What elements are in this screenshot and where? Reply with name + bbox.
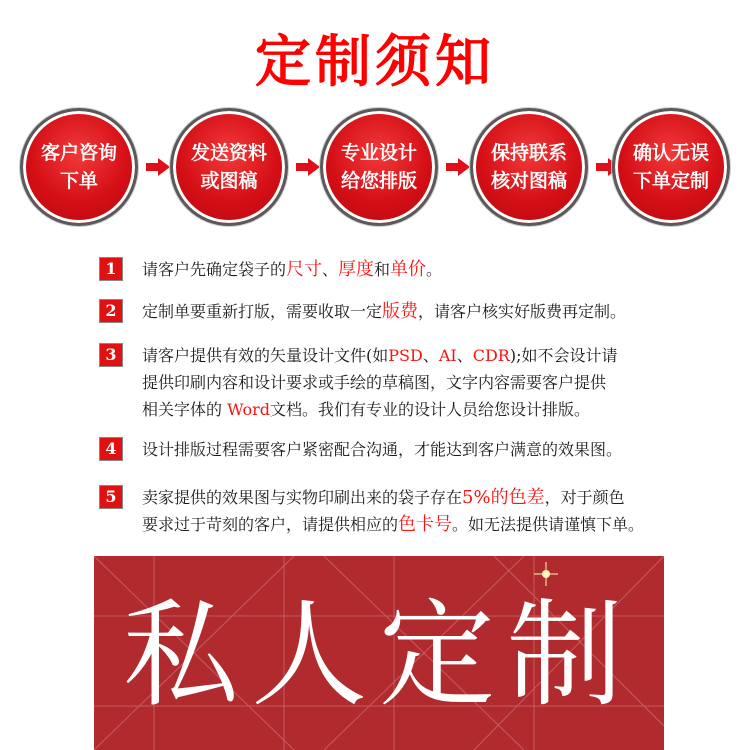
step-circle-2: [170, 108, 288, 226]
highlight-text: PSD: [388, 346, 423, 365]
sparkle-icon: [534, 562, 558, 586]
text-segment: 请客户先确定袋子的: [142, 260, 287, 279]
step-label-2: 发送资料 或图稿: [190, 142, 267, 192]
text-segment: 文档。我们有专业的设计人员给您设计排版。: [269, 400, 590, 419]
custom-banner: [94, 556, 664, 750]
text-segment: 相关字体的: [142, 400, 228, 419]
highlight-text: Word: [227, 400, 270, 419]
note-text: [142, 298, 702, 325]
banner-title: 私人定制: [123, 588, 635, 723]
step-circle-3: [320, 108, 438, 226]
step-circle-1: [20, 108, 138, 226]
text-segment: 卖家提供的效果图与实物印刷出来的袋子存在: [142, 488, 463, 507]
note-line: [142, 511, 702, 538]
note-number: 3: [100, 344, 122, 366]
note-number: 4: [100, 438, 122, 460]
note-number: 2: [100, 300, 122, 322]
text-segment: ，对于颜色: [544, 488, 625, 507]
highlight-text: CDR: [472, 346, 510, 365]
text-segment: 请客户提供有效的矢量设计文件(如: [142, 346, 389, 365]
step-label-1: 客户咨询 下单: [40, 142, 117, 192]
note-text: [142, 342, 702, 423]
text-segment: );如不会设计请: [509, 346, 618, 365]
arrow-right-icon: [158, 158, 170, 176]
text-segment: 。如无法提供请谨慎下单。: [452, 515, 645, 534]
text-segment: 。: [426, 260, 443, 279]
highlight-text: 尺寸: [286, 259, 323, 280]
highlight-text: 厚度: [338, 259, 375, 280]
text-segment: 要求过于苛刻的客户，请提供相应的: [142, 515, 399, 534]
text-segment: 、: [422, 346, 439, 365]
highlight-text: AI: [438, 346, 457, 365]
step-label-4: 保持联系 核对图稿: [490, 142, 567, 192]
text-segment: ，请客户核实好版费再定制。: [418, 302, 627, 321]
note-number: 5: [100, 486, 122, 508]
note-text: [142, 484, 702, 538]
note-line: [142, 342, 702, 369]
page-title: 定制须知: [255, 30, 495, 95]
note-line: [142, 396, 702, 423]
text-segment: 和: [374, 260, 391, 279]
note-line: [142, 484, 702, 511]
step-circle-5: [612, 108, 730, 226]
text-segment: 定制单要重新打版，需要收取一定: [142, 302, 383, 321]
step-label-5: 确认无误 下单定制: [632, 142, 709, 192]
process-steps: [0, 108, 750, 228]
highlight-text: 5%的色差: [462, 487, 545, 508]
note-line: 提供印刷内容和设计要求或手绘的草稿图，文字内容需要客户提供: [142, 373, 607, 392]
arrow-right-icon: [458, 158, 470, 176]
note-number: 1: [100, 258, 122, 280]
highlight-text: 版费: [382, 301, 419, 322]
step-circle-4: [470, 108, 588, 226]
highlight-text: 单价: [390, 259, 427, 280]
highlight-text: 色卡号: [398, 514, 453, 535]
step-label-3: 专业设计 给您排版: [340, 142, 417, 192]
text-segment: 、: [322, 260, 339, 279]
note-text: [142, 256, 702, 283]
text-segment: 、: [456, 346, 473, 365]
note-text: 设计排版过程需要客户紧密配合沟通，才能达到客户满意的效果图。: [142, 440, 623, 459]
arrow-right-icon: [308, 158, 320, 176]
